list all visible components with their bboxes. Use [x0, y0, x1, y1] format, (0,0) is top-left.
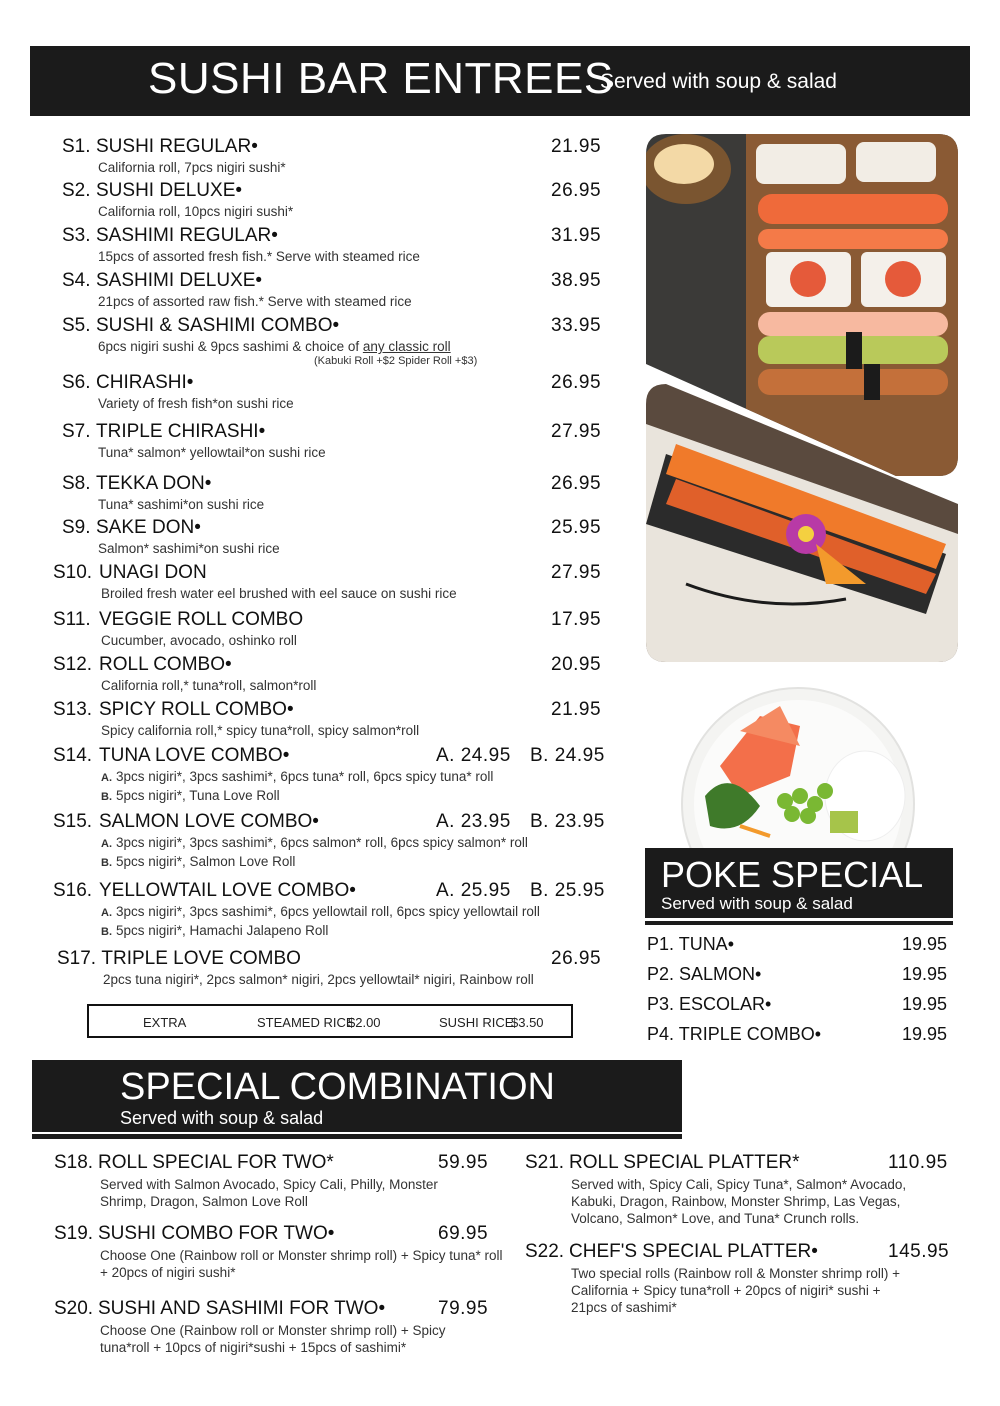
item-code: S15.	[53, 811, 93, 832]
option-b-label: B.	[101, 926, 112, 938]
item-price: 20.95	[551, 654, 602, 675]
item-code: S12.	[53, 654, 93, 675]
item-title: SUSHI & SASHIMI COMBO•	[96, 315, 340, 336]
extra-box	[87, 1004, 573, 1038]
menu-item	[53, 745, 493, 803]
option-a-label: A.	[101, 772, 112, 784]
option-a-description	[101, 835, 528, 850]
item-code: S4.	[62, 270, 91, 291]
sushi-rice-label: SUSHI RICE	[439, 1015, 514, 1030]
item-price: 21.95	[551, 136, 602, 157]
item-title: CHIRASHI•	[96, 372, 194, 393]
item-price: 25.95	[551, 517, 602, 538]
item-name	[62, 180, 293, 202]
item-title: SPICY ROLL COMBO•	[99, 699, 294, 720]
item-description	[101, 678, 316, 693]
desc-text: California roll, 7pcs nigiri sushi*	[98, 160, 286, 175]
item-name	[62, 421, 326, 443]
sushi-rice-price: $3.50	[511, 1015, 544, 1030]
item-description: Served with, Spicy Cali, Spicy Tuna*, Salmon* Avocado, Kabuki, Dragon, Rainbow, Monster Shrimp, Las Vegas, Volcano, Salmon* Love, and Tuna* Crunch rolls.	[571, 1177, 907, 1226]
poke-title: POKE SPECIAL	[661, 854, 924, 895]
item-title: SASHIMI DELUXE•	[96, 270, 263, 291]
entrees-title: SUSHI BAR ENTREES	[148, 54, 614, 103]
option-a-text: 3pcs nigiri*, 3pcs sashimi*, 6pcs tuna* roll, 6pcs spicy tuna* roll	[116, 769, 494, 784]
item-price: 27.95	[551, 562, 602, 583]
desc-text: Broiled fresh water eel brushed with eel sauce on sushi rice	[101, 586, 457, 601]
steamed-rice-price: $2.00	[348, 1015, 381, 1030]
option-a-text: 3pcs nigiri*, 3pcs sashimi*, 6pcs salmon* roll, 6pcs spicy salmon* roll	[116, 835, 528, 850]
item-price: 26.95	[551, 948, 602, 969]
poke-bowl-photo	[680, 686, 916, 848]
item-code: S5.	[62, 315, 91, 336]
classic-roll-link: any classic roll	[362, 339, 451, 354]
option-b-text: 5pcs nigiri*, Tuna Love Roll	[116, 788, 280, 803]
item-code: S14.	[53, 745, 93, 766]
poke-item-price: 19.95	[902, 1024, 948, 1044]
option-a-description	[101, 904, 540, 919]
item-name	[62, 517, 280, 539]
item-code: S11.	[53, 609, 91, 630]
item-description: Choose One (Rainbow roll or Monster shrimp roll) + Spicy tuna* roll + 20pcs of nigiri sushi*	[100, 1248, 503, 1280]
option-b-description	[101, 923, 540, 938]
combination-item	[54, 1152, 480, 1210]
menu-item	[53, 562, 457, 601]
option-a-label: A.	[101, 907, 112, 919]
desc-text: Cucumber, avocado, oshinko roll	[101, 633, 297, 648]
item-name	[54, 1298, 480, 1320]
item-title: TUNA LOVE COMBO•	[99, 745, 290, 766]
item-price: 59.95	[438, 1152, 489, 1173]
item-price: 21.95	[551, 699, 602, 720]
item-description	[98, 204, 293, 219]
item-title: ROLL SPECIAL PLATTER*	[569, 1152, 800, 1173]
menu-item	[62, 372, 294, 411]
item-description	[101, 723, 419, 738]
item-description	[98, 160, 286, 175]
poke-item-price: 19.95	[902, 934, 948, 954]
menu-item-s17	[57, 948, 534, 987]
item-name	[53, 562, 457, 584]
item-code: S1.	[62, 136, 91, 157]
item-description: Served with Salmon Avocado, Spicy Cali, Philly, Monster Shrimp, Dragon, Salmon Love Roll	[100, 1177, 438, 1209]
item-price: 69.95	[438, 1223, 489, 1244]
item-name	[62, 315, 451, 337]
price-b: B. 25.95	[530, 880, 605, 901]
combination-divider	[32, 1134, 682, 1139]
item-title: SALMON LOVE COMBO•	[99, 811, 319, 832]
item-description	[101, 586, 457, 601]
combination-item	[525, 1241, 911, 1316]
item-price: 26.95	[551, 180, 602, 201]
item-code: S6.	[62, 372, 91, 393]
item-title: ROLL SPECIAL FOR TWO*	[98, 1152, 334, 1173]
poke-item-name: P4. TRIPLE COMBO•	[647, 1024, 822, 1044]
desc-text: 6pcs nigiri sushi & 9pcs sashimi & choice of	[98, 339, 363, 354]
poke-item-price: 19.95	[902, 964, 948, 984]
item-price: 26.95	[551, 372, 602, 393]
item-price: 17.95	[551, 609, 602, 630]
item-name	[53, 699, 419, 721]
menu-item	[62, 180, 293, 219]
item-title: SUSHI AND SASHIMI FOR TWO•	[98, 1298, 386, 1319]
entrees-subtitle: Served with soup & salad	[600, 70, 837, 93]
item-price: 110.95	[888, 1152, 948, 1173]
special-combination-header	[32, 1060, 682, 1132]
option-a-text: 3pcs nigiri*, 3pcs sashimi*, 6pcs yellowtail roll, 6pcs spicy yellowtail roll	[116, 904, 540, 919]
item-name	[62, 136, 286, 158]
item-price: 145.95	[888, 1241, 950, 1262]
item-description	[98, 497, 264, 512]
option-b-label: B.	[101, 791, 112, 803]
desc-text: 21pcs of assorted raw fish.* Serve with steamed rice	[98, 294, 412, 309]
menu-item	[53, 699, 419, 738]
menu-item	[62, 270, 412, 309]
menu-item	[62, 473, 264, 512]
item-name	[62, 473, 264, 495]
item-code: S8.	[62, 473, 91, 494]
combination-title: SPECIAL COMBINATION	[120, 1066, 555, 1108]
item-code: S19.	[54, 1223, 94, 1244]
item-title: ROLL COMBO•	[99, 654, 232, 675]
option-a-label: A.	[101, 838, 112, 850]
price-a: A. 23.95	[436, 811, 511, 832]
item-title: TRIPLE CHIRASHI•	[96, 421, 266, 442]
item-description	[98, 294, 412, 309]
item-code: S21.	[525, 1152, 565, 1173]
option-b-description	[101, 854, 528, 869]
item-price: 79.95	[438, 1298, 489, 1319]
desc-text: Variety of fresh fish*on sushi rice	[98, 396, 294, 411]
item-description	[98, 445, 326, 460]
price-b: B. 24.95	[530, 745, 605, 766]
desc-text: Salmon* sashimi*on sushi rice	[98, 541, 280, 556]
item-code: S9.	[62, 517, 91, 538]
extra-label: EXTRA	[143, 1015, 187, 1030]
item-price: 38.95	[551, 270, 602, 291]
item-note: (Kabuki Roll +$2 Spider Roll +$3)	[314, 355, 478, 367]
item-description	[98, 396, 294, 411]
menu-item	[62, 517, 280, 556]
item-price: 27.95	[551, 421, 602, 442]
desc-text: California roll,* tuna*roll, salmon*roll	[101, 678, 317, 693]
item-code: S18.	[54, 1152, 94, 1173]
poke-item-name: P3. ESCOLAR•	[647, 994, 772, 1014]
item-title: SUSHI COMBO FOR TWO•	[98, 1223, 335, 1244]
item-name	[62, 225, 420, 247]
special-roll-photo	[646, 384, 958, 662]
item-description: Choose One (Rainbow roll or Monster shrimp roll) + Spicy tuna*roll + 10pcs of nigiri*sushi + 15pcs of sashimi*	[100, 1323, 446, 1355]
desc-text: 15pcs of assorted fresh fish.* Serve with steamed rice	[98, 249, 420, 264]
menu-item	[62, 315, 451, 354]
menu-item	[62, 136, 286, 175]
poke-special-header	[645, 848, 953, 918]
option-a-description	[101, 769, 493, 784]
option-b-text: 5pcs nigiri*, Hamachi Jalapeno Roll	[116, 923, 329, 938]
item-name	[53, 654, 316, 676]
item-code: S16.	[53, 880, 93, 901]
item-price: 26.95	[551, 473, 602, 494]
item-price: 31.95	[551, 225, 602, 246]
entrees-header	[30, 46, 970, 116]
item-title: SAKE DON•	[96, 517, 201, 538]
item-name	[57, 948, 534, 970]
item-name	[62, 372, 294, 394]
item-code: S3.	[62, 225, 91, 246]
combination-item	[54, 1298, 480, 1356]
item-title: TRIPLE LOVE COMBO	[101, 948, 301, 969]
item-description	[98, 541, 280, 556]
option-b-text: 5pcs nigiri*, Salmon Love Roll	[116, 854, 296, 869]
poke-subtitle: Served with soup & salad	[661, 894, 853, 913]
poke-item-name: P1. TUNA•	[647, 934, 734, 954]
item-code: S13.	[53, 699, 93, 720]
item-title: SUSHI DELUXE•	[96, 180, 243, 201]
menu-item	[53, 609, 303, 648]
item-code: S7.	[62, 421, 91, 442]
price-b: B. 23.95	[530, 811, 605, 832]
item-title: VEGGIE ROLL COMBO	[99, 609, 304, 630]
desc-text: California roll, 10pcs nigiri sushi*	[98, 204, 294, 219]
option-b-description	[101, 788, 493, 803]
steamed-rice-label: STEAMED RICE	[257, 1015, 355, 1030]
item-price: 33.95	[551, 315, 602, 336]
item-description: Two special rolls (Rainbow roll & Monster shrimp roll) + California + Spicy tuna*roll + 20pcs of nigiri* sushi + 21pcs of sashimi*	[571, 1266, 900, 1315]
item-name	[62, 270, 412, 292]
item-code: S17.	[57, 948, 97, 969]
item-description: 2pcs tuna nigiri*, 2pcs salmon* nigiri, 2pcs yellowtail* nigiri, Rainbow roll	[103, 972, 534, 987]
item-name	[53, 745, 493, 767]
item-code: S22.	[525, 1241, 565, 1262]
item-title: SUSHI REGULAR•	[96, 136, 258, 157]
option-b-label: B.	[101, 857, 112, 869]
menu-item	[62, 225, 420, 264]
item-title: SASHIMI REGULAR•	[96, 225, 278, 246]
item-name	[525, 1241, 911, 1263]
item-title: YELLOWTAIL LOVE COMBO•	[99, 880, 356, 901]
item-title: UNAGI DON	[99, 562, 207, 583]
item-description	[98, 339, 451, 354]
price-a: A. 25.95	[436, 880, 511, 901]
item-name	[54, 1152, 480, 1174]
item-code: S2.	[62, 180, 91, 201]
price-a: A. 24.95	[436, 745, 511, 766]
menu-item	[62, 421, 326, 460]
item-title: TEKKA DON•	[96, 473, 212, 494]
item-code: S20.	[54, 1298, 94, 1319]
desc-text: Spicy california roll,* spicy tuna*roll, spicy salmon*roll	[101, 723, 420, 738]
menu-item	[53, 654, 316, 693]
item-code: S10.	[53, 562, 93, 583]
item-name	[53, 609, 303, 631]
desc-text: Tuna* salmon* yellowtail*on sushi rice	[98, 445, 326, 460]
item-description	[101, 633, 303, 648]
desc-text: Tuna* sashimi*on sushi rice	[98, 497, 265, 512]
poke-divider	[645, 921, 953, 925]
item-title: CHEF'S SPECIAL PLATTER•	[569, 1241, 818, 1262]
poke-item-price: 19.95	[902, 994, 948, 1014]
combination-subtitle: Served with soup & salad	[120, 1108, 324, 1128]
poke-item-name: P2. SALMON•	[647, 964, 762, 984]
item-description	[98, 249, 420, 264]
